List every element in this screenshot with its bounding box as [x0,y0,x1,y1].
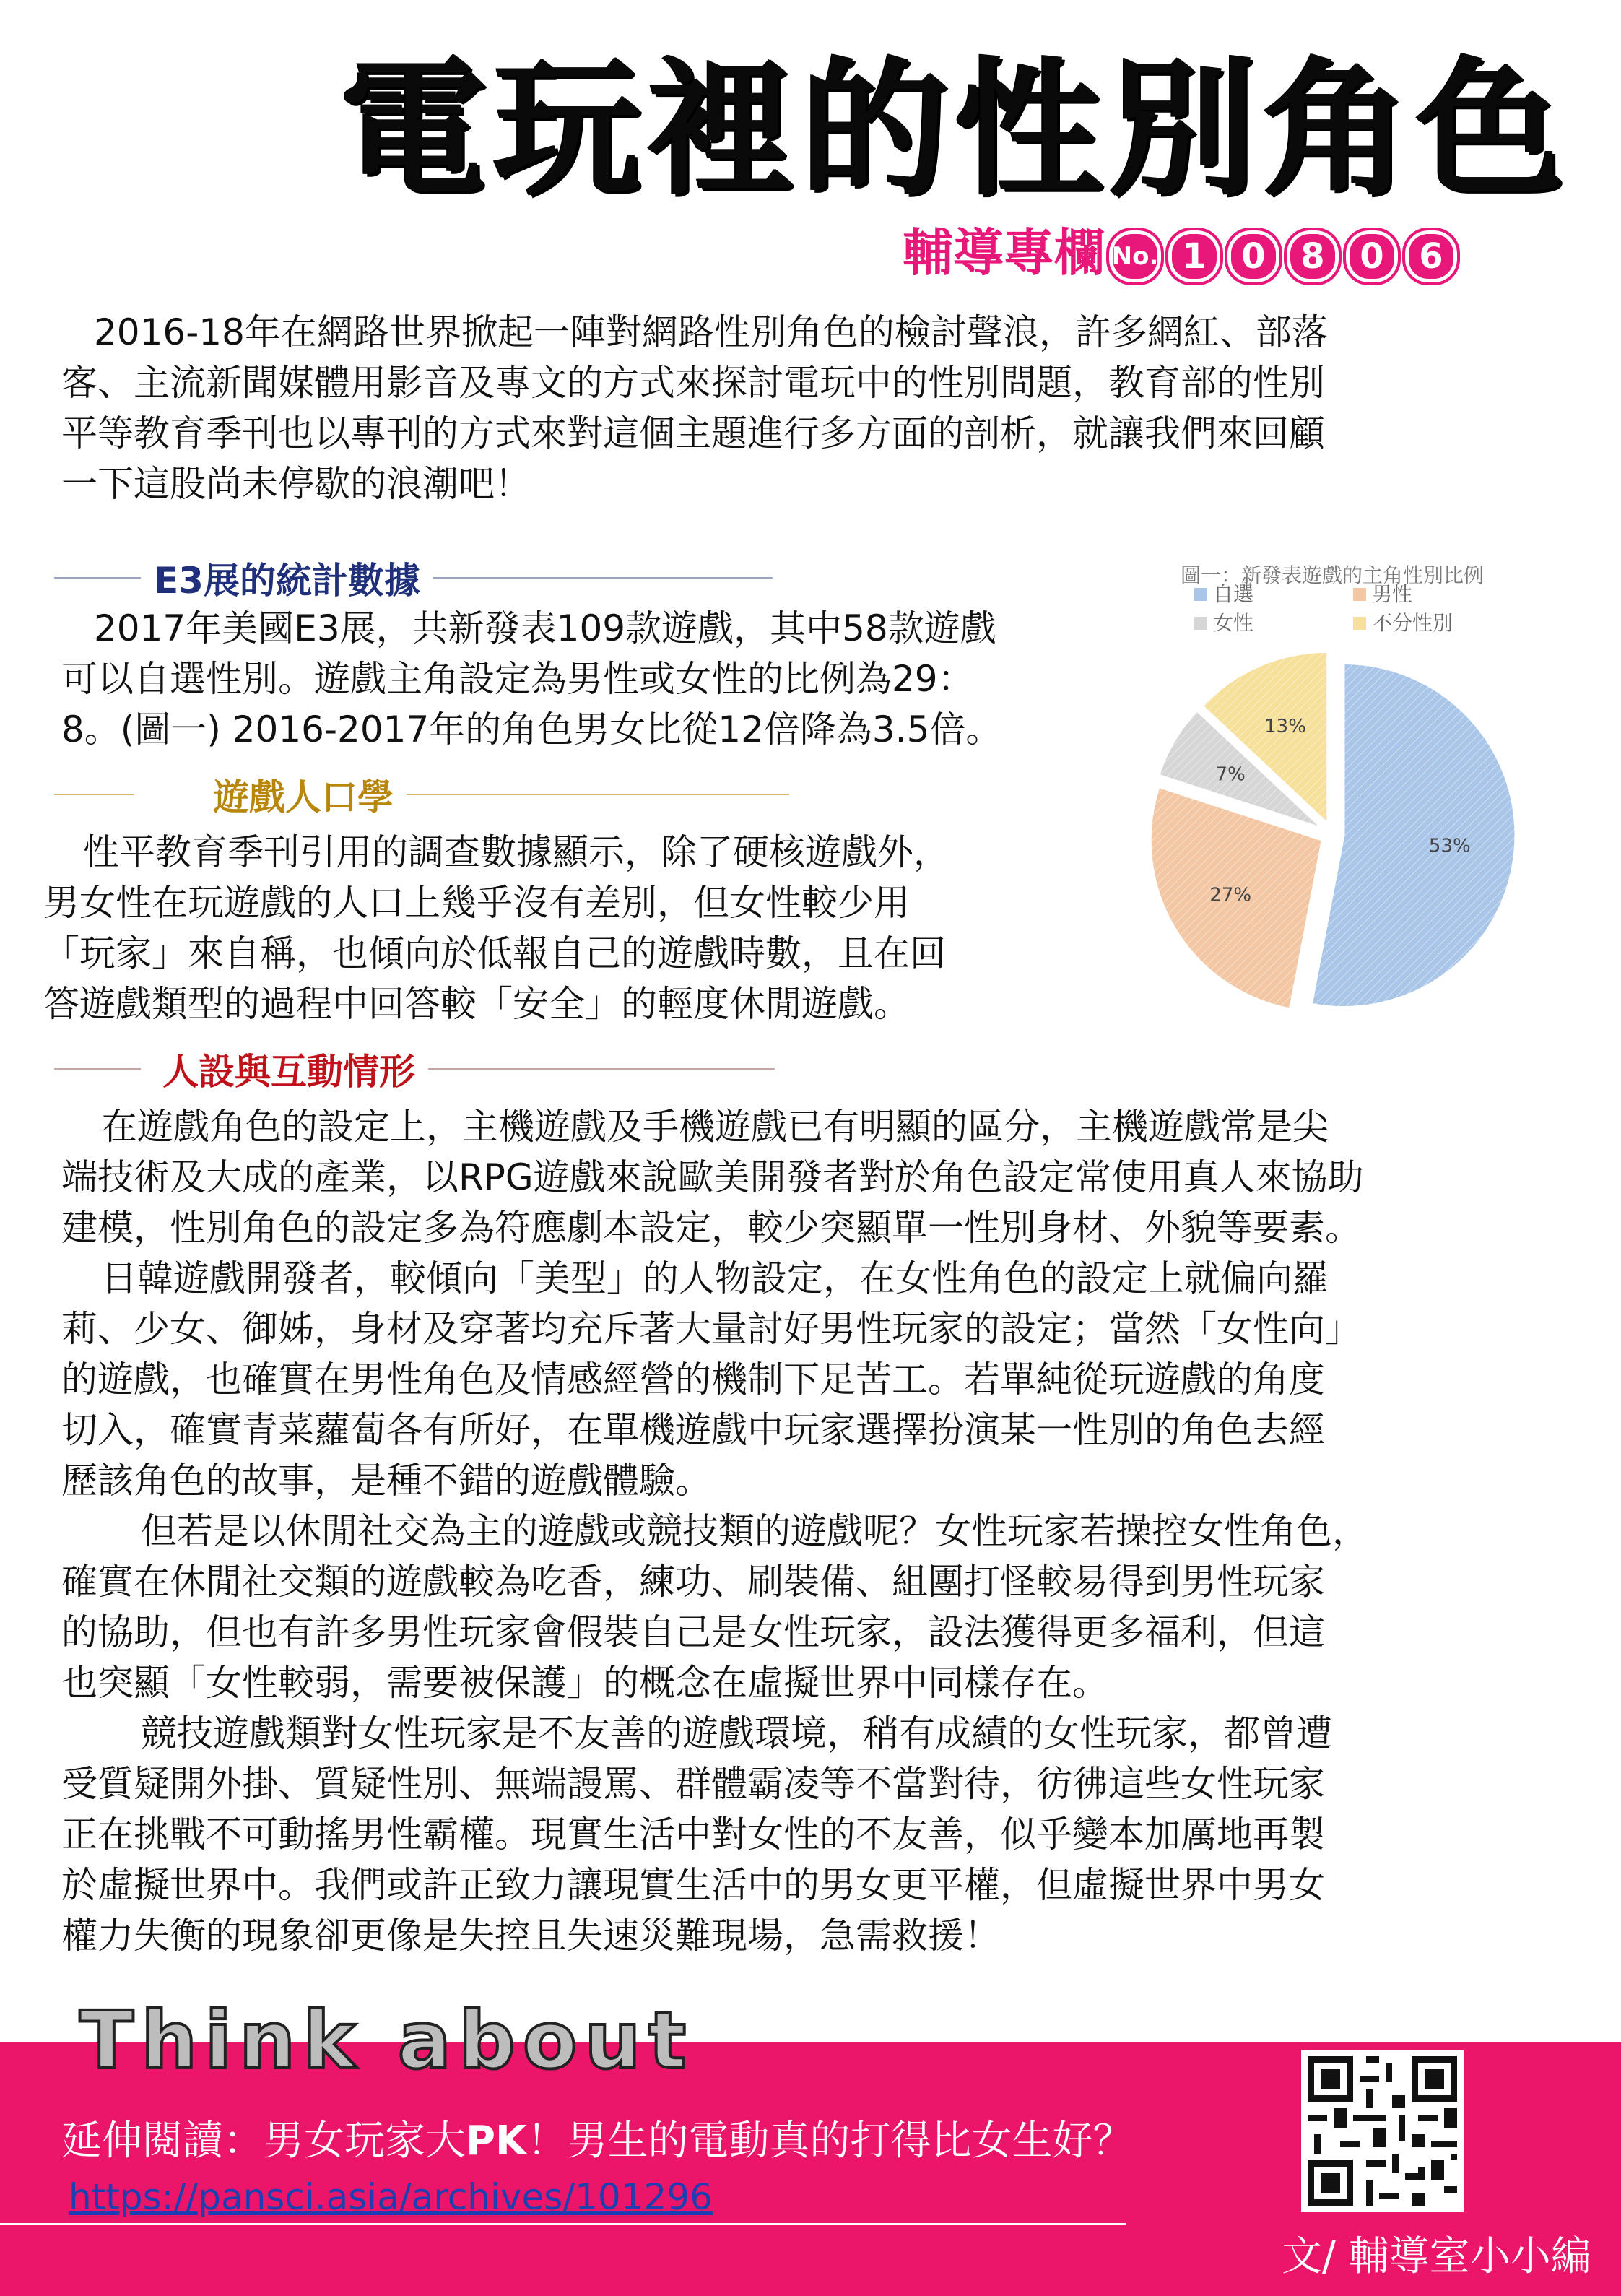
extended-reading-suffix: ！男生的電動真的打得比女生好？ [526,2118,1134,2165]
legend-label: 男性 [1372,582,1413,606]
section3-line: 受質疑開外掛、質疑性別、無端謾罵、群體霸凌等不當對待，彷彿這些女性玩家 [61,1763,1325,1805]
issue-digit: 8 [1284,228,1342,285]
section3-line: 端技術及大成的產業，以RPG遊戲來說歐美開發者對於角色設定常使用真人來協助 [61,1156,1364,1198]
chart-title: 圖一：新發表遊戲的主角性別比例 [1180,563,1485,587]
issue-digit: 0 [1225,228,1282,285]
legend-label: 不分性別 [1372,611,1453,635]
legend-swatch [1194,588,1207,601]
section3-line: 的遊戲，也確實在男性角色及情感經營的機制下足苦工。若單純從玩遊戲的角度 [61,1359,1325,1400]
column-label: 輔導專欄 [903,223,1105,282]
section1-line: 8。(圖一) 2016-2017年的角色男女比從12倍降為3.5倍。 [61,709,1002,750]
section3-line: 歷該角色的故事，是種不錯的遊戲體驗。 [61,1460,711,1502]
section1-line: 可以自選性別。遊戲主角設定為男性或女性的比例為29： [61,658,974,700]
section3-line: 正在挑戰不可動搖男性霸權。現實生活中對女性的不友善，似乎變本加厲地再製 [61,1814,1325,1855]
section2-line: 答遊戲類型的過程中回答較「安全」的輕度休閒遊戲。 [43,983,910,1025]
section-title: E3展的統計數據 [154,560,420,602]
section3-line: 權力失衡的現象卻更像是失控且失速災難現場，急需救援！ [61,1915,1000,1957]
legend-swatch [1194,617,1207,630]
pie-slice-label: 53% [1428,835,1471,857]
section3-line: 也突顯「女性較弱，需要被保護」的概念在虛擬世界中同樣存在。 [61,1662,1108,1704]
pie-chart [1134,556,1531,1011]
author-credit: 文/ 輔導室小小編 [1282,2233,1591,2280]
article-link[interactable]: https://pansci.asia/archives/101296 [69,2176,713,2218]
extended-reading-prefix: 延伸閱讀：男女玩家大 [61,2118,466,2165]
pie-slice-label: 13% [1264,715,1306,737]
link-divider [0,2223,1126,2225]
heading-rule [433,577,773,579]
section3-line: 建模，性別角色的設定多為符應劇本設定，較少突顯單一性別身材、外貌等要素。 [61,1207,1361,1249]
pie-slice-texture [1311,664,1516,1008]
section3-line: 在遊戲角色的設定上，主機遊戲及手機遊戲已有明顯的區分，主機遊戲常是尖 [101,1106,1329,1148]
section3-line: 但若是以休閒社交為主的遊戲或競技類的遊戲呢？女性玩家若操控女性角色， [141,1510,1368,1552]
section-heading-characters [54,1044,775,1094]
legend-swatch [1353,588,1366,601]
heading-rule [54,1068,141,1070]
legend-label: 女性 [1213,611,1254,635]
think-about-heading: Think about [79,1994,694,2087]
section-heading-e3 [54,553,773,603]
chart-legend [1194,582,1453,635]
section3-line: 莉、少女、御姊，身材及穿著均充斥著大量討好男性玩家的設定；當然「女性向」 [61,1308,1361,1350]
section3-line: 確實在休閒社交類的遊戲較為吃香，練功、刷裝備、組團打怪較易得到男性玩家 [61,1561,1325,1603]
extended-reading [61,2116,1133,2167]
section3-line: 切入，確實青菜蘿蔔各有所好，在單機遊戲中玩家選擇扮演某一性別的角色去經 [61,1409,1325,1451]
intro-line: 一下這股尚未停歇的浪潮吧！ [61,463,531,505]
heading-rule [407,794,789,795]
legend-swatch [1353,617,1366,630]
issue-digit: 6 [1402,228,1460,285]
section3-line: 日韓遊戲開發者，較傾向「美型」的人物設定，在女性角色的設定上就偏向羅 [101,1257,1329,1299]
section3-line: 競技遊戲類對女性玩家是不友善的遊戲環境，稍有成績的女性玩家，都曾遭 [141,1712,1332,1754]
section3-line: 於虛擬世界中。我們或許正致力讓現實生活中的男女更平權，但虛擬世界中男女 [61,1864,1325,1906]
heading-rule [428,1068,775,1070]
page-title: 電玩裡的性別角色 [339,44,1570,216]
section-title: 遊戲人口學 [213,776,394,818]
section3-line: 的協助，但也有許多男性玩家會假裝自己是女性玩家，設法獲得更多福利，但這 [61,1611,1325,1653]
extended-reading-bold: PK [466,2118,527,2165]
legend-label: 自選 [1213,582,1254,606]
section2-line: 男女性在玩遊戲的人口上幾乎沒有差別，但女性較少用 [43,882,910,924]
heading-rule [54,794,134,795]
issue-number [1105,220,1460,285]
heading-rule [54,577,141,579]
intro-line: 2016-18年在網路世界掀起一陣對網路性別角色的檢討聲浪，許多網紅、部落 [94,311,1328,353]
issue-prefix: No. [1106,228,1164,285]
section2-line: 性平教育季刊引用的調查數據顯示，除了硬核遊戲外， [83,831,949,873]
intro-line: 平等教育季刊也以專刊的方式來對這個主題進行多方面的剖析，就讓我們來回顧 [61,412,1325,454]
issue-digit: 0 [1343,228,1401,285]
section-heading-demographics [54,769,789,820]
pie-slice-label: 7% [1215,763,1246,786]
intro-line: 客、主流新聞媒體用影音及專文的方式來探討電玩中的性別問題，教育部的性別 [61,362,1325,404]
chart-slices [1150,651,1516,1009]
section-title: 人設與互動情形 [162,1051,415,1093]
pie-slice-label: 27% [1209,884,1252,906]
issue-digit: 1 [1165,228,1223,285]
section1-line: 2017年美國E3展，共新發表109款遊戲，其中58款遊戲 [94,607,996,649]
column-tag [903,220,1460,285]
qr-code-icon [1301,2050,1464,2212]
section2-line: 「玩家」來自稱，也傾向於低報自己的遊戲時數，且在回 [43,932,946,974]
